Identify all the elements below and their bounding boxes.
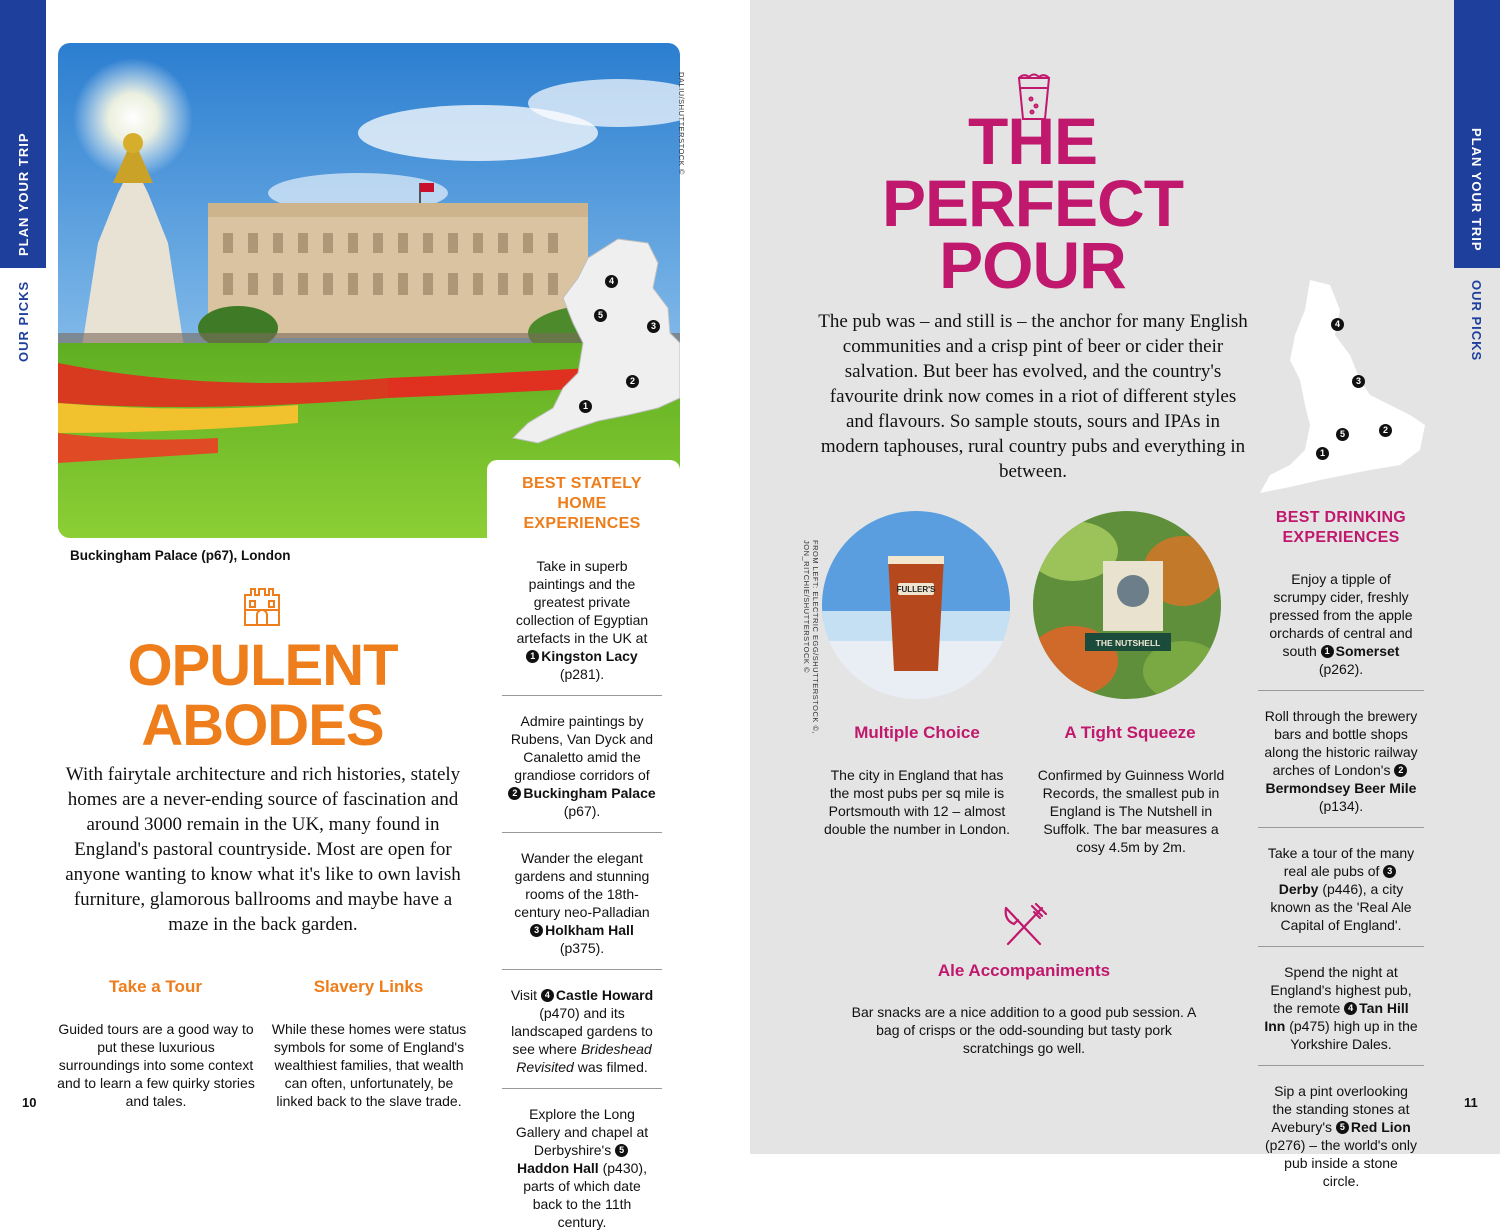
sidebar-item: Spend the night at England's highest pub, the remote 4 Tan Hill Inn (p475) high up in the Yorkshire Dales. (1264, 964, 1418, 1052)
sidebar-item: Take a tour of the many real ale pubs of 3Derby (p446), a city known as the 'Real Ale Capital of England'. (1267, 845, 1415, 933)
number-marker: 1 (526, 650, 539, 663)
tab-label-plan-your-trip: PLAN YOUR TRIP (16, 132, 31, 256)
divider (1258, 946, 1424, 947)
fullers-label: FULLER'S (896, 585, 936, 594)
intro-paragraph: The pub was – and still is – the anchor for many English communities and a crisp pint of beer or cider their salvation. But beer has evolved, and the country's favourite drink now comes in a riot of different styles and flavours. So sample stouts, sours and IPAs in modern taphouses, rural country pubs and everything in between. (818, 311, 1248, 482)
divider (1258, 827, 1424, 828)
pint-photo (822, 511, 1010, 699)
sidebar-item: Wander the elegant gardens and stunning rooms of the 18th-century neo-Palladian 3 Holkham Hall (p375). (514, 850, 650, 956)
sidebar-item: Visit 4 Castle Howard (p470) and its landscaped gardens to see where Brideshead Revisited was filmed. (510, 987, 654, 1075)
place-name: Derby (1278, 881, 1319, 897)
sidebar-item: Take in superb paintings and the greatest private collection of Egyptian artefacts in the UK at 1 Kingston Lacy (p281). (515, 558, 649, 682)
number-marker: 5 (1336, 1121, 1349, 1134)
tab-label-plan-your-trip: PLAN YOUR TRIP (1469, 128, 1484, 252)
sidebar-title: BEST STATELY HOME EXPERIENCES (522, 475, 642, 532)
divider (1258, 690, 1424, 691)
tab-label-our-picks: OUR PICKS (16, 280, 31, 362)
nutshell-pub-photo (1033, 511, 1221, 699)
sidebar-item: Roll through the brewery bars and bottle shops along the historic railway arches of London's 2Bermondsey Beer Mile (p134). (1264, 708, 1418, 814)
best-drinking-sidebar (1258, 508, 1424, 1190)
place-name: Castle Howard (555, 987, 654, 1003)
place-name: Somerset (1335, 643, 1400, 659)
nutshell-sign-label: THE NUTSHELL (1095, 638, 1161, 648)
left-page (0, 0, 750, 1230)
best-stately-home-sidebar (502, 474, 662, 1231)
number-marker: 5 (615, 1144, 628, 1157)
column-heading-take-a-tour: Take a Tour (109, 977, 202, 996)
divider (1258, 1065, 1424, 1066)
number-marker: 3 (1383, 865, 1396, 878)
page-number: 10 (22, 1095, 37, 1110)
place-name: Tan Hill Inn (1264, 1000, 1409, 1034)
sidebar-item: Admire paintings by Rubens, Van Dyck and Canaletto amid the grandiose corridors of 2 Buckingham Palace (p67). (502, 712, 662, 820)
title-line-2: ABODES (141, 693, 384, 758)
tab-label-our-picks: OUR PICKS (1469, 280, 1484, 362)
map-marker: 3 (1352, 374, 1367, 392)
number-marker: 4 (541, 989, 554, 1002)
place-name: Red Lion (1350, 1119, 1411, 1135)
column-heading-multiple-choice: Multiple Choice (854, 723, 980, 742)
intro-paragraph: With fairytale architecture and rich histories, stately homes are a never-ending source of fascination and around 3000 remain in the UK, many found in England's pastoral countryside. Most are open for anyone wanting to know what it's like to own lavish furniture, glamorous ballrooms and maybe have a maze in the back garden. (65, 764, 461, 935)
page-number: 11 (1464, 1095, 1478, 1110)
sidebar-item: Explore the Long Gallery and chapel at Derbyshire's 5Haddon Hall (p430), parts of which date back to the 11th century. (515, 1106, 649, 1230)
sidebar-item: Enjoy a tipple of scrumpy cider, freshly pressed from the apple orchards of central and south 1 Somerset (p262). (1269, 571, 1413, 677)
map-marker: 3 (647, 319, 662, 337)
section-tab (0, 0, 46, 268)
map-marker: 2 (1379, 423, 1394, 441)
title-line-2: PERFECT (881, 166, 1184, 240)
column-text-tight-squeeze: Confirmed by Guinness World Records, the smallest pub in England is The Nutshell in Suffolk. The bar measures a cosy 4.5m by 2m. (1037, 767, 1225, 855)
map-marker: 1 (1316, 446, 1331, 464)
column-heading-tight-squeeze: A Tight Squeeze (1064, 723, 1196, 742)
place-name: Haddon Hall (517, 1160, 599, 1176)
place-name: Holkham Hall (545, 922, 634, 938)
column-text-ale-accompaniments: Bar snacks are a nice addition to a good pub session. A bag of crisps or the odd-sounding but tasty pork scratchings go well. (851, 1004, 1197, 1056)
section-tab (1454, 0, 1500, 268)
place-name: Buckingham Palace (523, 785, 656, 801)
divider (502, 832, 662, 833)
map-marker: 1 (579, 399, 594, 417)
sidebar-item: Sip a pint overlooking the standing stones at Avebury's 5 Red Lion (p276) – the world's only pub inside a stone circle. (1264, 1083, 1418, 1189)
knife-fork-icon (1000, 902, 1048, 955)
column-text-multiple-choice: The city in England that has the most pubs per sq mile is Portsmouth with 12 – almost double the number in London. (823, 767, 1011, 837)
photo-caption: Buckingham Palace (p67), London (70, 548, 291, 563)
map-marker: 4 (605, 274, 620, 292)
sidebar-title: BEST DRINKING EXPERIENCES (1275, 509, 1407, 546)
england-map (1250, 275, 1430, 500)
divider (502, 1088, 662, 1089)
number-marker: 2 (508, 787, 521, 800)
right-page (750, 0, 1500, 1189)
title-line-1: THE (968, 104, 1097, 178)
column-text-slavery-links: While these homes were status symbols for some of England's wealthiest families, that wealth can often, unfortunately, be linked back to the slave trade. (271, 1021, 467, 1109)
map-marker: 4 (1331, 317, 1346, 335)
number-marker: 1 (1321, 645, 1334, 658)
castle-icon (242, 585, 282, 632)
number-marker: 4 (1344, 1002, 1357, 1015)
place-name: Kingston Lacy (541, 648, 638, 664)
column-heading-slavery-links: Slavery Links (313, 977, 424, 996)
photo-credit: FROM LEFT: ELECTRIC EGG/SHUTTERSTOCK ©, JON_RITCHIE/SHUTTERSTOCK © (802, 540, 820, 735)
divider (502, 969, 662, 970)
title-line-1: OPULENT (127, 633, 398, 698)
number-marker: 3 (530, 924, 543, 937)
divider (502, 695, 662, 696)
map-marker: 5 (594, 308, 609, 326)
map-marker: 5 (1336, 427, 1351, 445)
number-marker: 2 (1394, 764, 1407, 777)
column-heading-ale-accompaniments: Ale Accompaniments (937, 961, 1111, 980)
title-line-3: POUR (939, 228, 1126, 302)
map-marker: 2 (626, 374, 641, 392)
place-name: Bermondsey Beer Mile (1265, 780, 1417, 796)
column-text-take-a-tour: Guided tours are a good way to put these luxurious surroundings into some context and to learn a few quirky stories and tales. (57, 1021, 255, 1109)
photo-credit: DALIU/SHUTTERSTOCK © (677, 72, 686, 175)
